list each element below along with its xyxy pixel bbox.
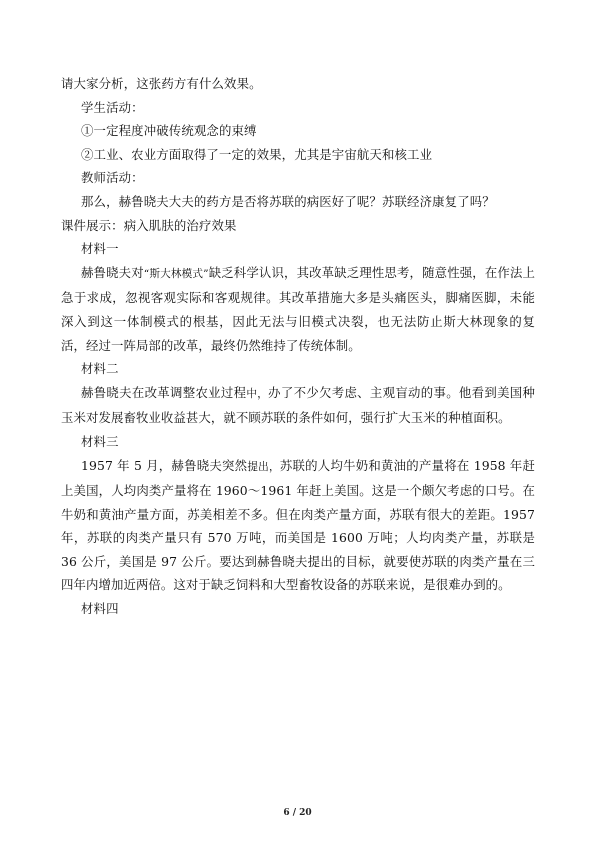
material-heading-3: 材料三: [81, 433, 119, 449]
text-span: 赫鲁晓夫对: [81, 264, 144, 280]
text-line: 请大家分析，这张药方有什么效果。: [61, 76, 262, 91]
text-span: “斯大林模式”: [143, 267, 209, 280]
text-span: 中，: [246, 387, 269, 400]
text-span: 缺乏科学认识，其改革缺乏理性思考，随意性强，在作法上急于求成，忽视客观实际和客观规律。其改革措施大多是头痛医头，脚痛医脚，未能深入到这一体制模式的根基，因此无法与旧模式决裂，也无法防止斯大林现象的复活，经过一阵局部的改革，最终仍然维持了传统体制。: [61, 264, 535, 353]
material-heading-1: 材料一: [81, 241, 119, 257]
material-heading-4: 材料四: [81, 601, 119, 617]
section-label-student-activity: 学生活动：: [81, 99, 144, 115]
text-span: 办了不少欠考虑、主观盲动的事。他看到美国种玉米对发展畜牧业收益甚大，就不顾苏联的条件如何，强行扩大玉米的种植面积。: [61, 384, 535, 426]
section-label-teacher-activity: 教师活动：: [81, 170, 144, 186]
material-paragraph-2: [61, 381, 535, 430]
text-span: 1957 年 5 月，赫鲁晓夫突然: [81, 457, 248, 473]
page-number: 6 / 20: [283, 808, 312, 818]
text-line: 那么，赫鲁晓夫大夫的药方是否将苏联的病医好了呢？苏联经济康复了吗？: [81, 193, 495, 209]
material-paragraph-1: [61, 261, 535, 357]
material-paragraph-3: [61, 454, 535, 598]
document-body: [61, 72, 535, 621]
text-span: 苏联的人均牛奶和黄油的产量将在 1958 年赶上美国，人均肉类产量将在 1960～1961 年赶上美国。这是一个颇欠考虑的口号。在牛奶和黄油产量方面，苏美相差不多。但在肉类产量方面，苏联有很大的差距。1957 年，苏联的肉类产量只有 570 万吨，而美国是 1600 万吨；人均肉类产量，苏联是 36 公斤，美国是 97 公斤。要达到赫鲁晓夫提出的目标，就要使苏联的肉类产量在三四年内增加近两倍。这对于缺乏饲料和大型畜牧设备的苏联来说，是很难办到的。: [61, 457, 535, 593]
text-span: 提出，: [247, 460, 280, 473]
text-line: ②工业、农业方面取得了一定的效果，尤其是宇宙航天和核工业: [81, 146, 433, 162]
text-span: 赫鲁晓夫在改革调整农业过程: [81, 384, 247, 400]
material-heading-2: 材料二: [81, 361, 119, 377]
text-line: 课件展示：病入肌肤的治疗效果: [61, 217, 237, 233]
text-line: ①一定程度冲破传统观念的束缚: [81, 123, 257, 139]
